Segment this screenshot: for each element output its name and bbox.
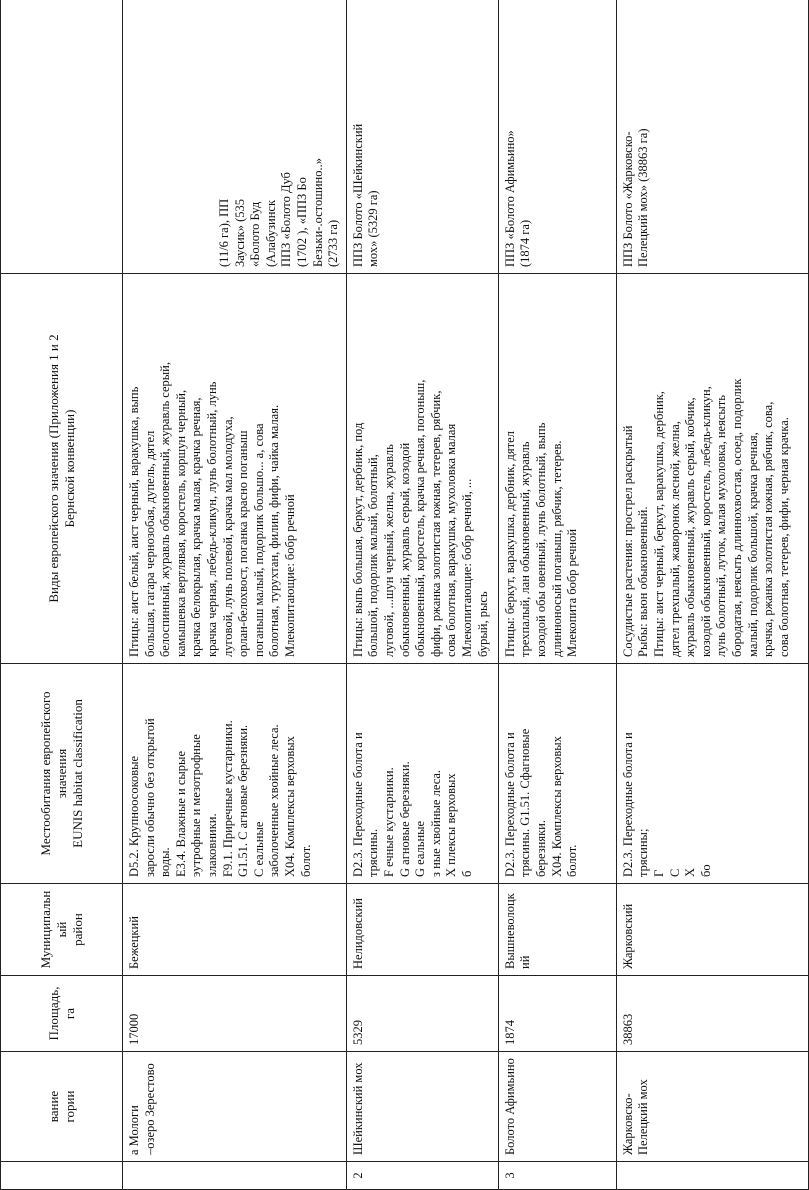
row-neighbors: [123, 0, 347, 274]
row-area: 17000: [123, 976, 347, 1052]
table-row: [498, 0, 616, 1190]
row-district: Вышневолоцкий: [498, 884, 616, 976]
header-habitat-text: Местообитания европейского значения EUNIS habitat classification: [37, 691, 85, 856]
row-species-text: Сосудистые растения: прострел раскрытый Рыбы: вьюн обыкновенный. Птицы: аист черный, беркут, варакушка, дербник, дятел трехпалый, жаворонок лесной, желна, журавль обыкновенный, журавль серый, кобчик, козодой обыкновенный, коростель, лебедь-кликун, лунь болотный, луток, малая мухоловка, неясыть бородатая, неясыть длиннохвостая, осоед, подорлик малый, подорлик большой, крачка речная, крачка, ржанка золотистая южная, рябчик, сова, сова болотная, тетерев, фифи, черная крачка.: [620, 378, 791, 657]
header-species: [1, 274, 123, 664]
row-district: Бежецкий: [123, 884, 347, 976]
row-habitat-text: D5.2. Крупноосоковые заросли обычно без открытой воды. E3.4. Влажные и сырые эутрофные и мезотрофные злаковники. F9.1. Приречные кустарники. G1.51. С агновые березняки. С еальные заболоченные хвойные леса. X04. Комплексы верховых болот.: [127, 718, 313, 877]
row-area: 38863: [616, 976, 808, 1052]
row-habitat: [498, 664, 616, 884]
row-name: [616, 1052, 808, 1162]
row-neighbors-text: ППЗ Болото «Шейкинский мох» (5329 га): [350, 123, 381, 267]
row-number: [123, 1162, 347, 1190]
header-habitat: [1, 664, 123, 884]
row-name-text: Жарковско- Пелецкий мох: [620, 1079, 651, 1155]
row-neighbors: [346, 0, 498, 274]
row-area: 1874: [498, 976, 616, 1052]
header-neighbors: [1, 0, 123, 274]
header-area-text: Площадь, га: [45, 986, 77, 1041]
row-species-text: Птицы: аист белый, аист черный, варакушка, выпь большая, гагара чернозобая, дупель, дятел белоспинный, журавль обыкновенный, журавль серый, камышевка вертлявая, коростель, коршун черный, крачка белокрылая, крачка малая, крачка речная, крачка черная, лебедь-кликун, лунь болотный, лунь луговой, лунь полевой, крачка мал молодуха, орлан-белохвост, поганка красно поганыш поганыш малый, подорлик большо... а, сова болотная, турухтан, филин, фифи, чайка малая. Млекопитающие: бобр речной: [127, 362, 297, 657]
header-area: [1, 976, 123, 1052]
row-habitat-text: D2.3. Переходные болота и трясины; Г С Х бо: [620, 732, 713, 877]
row-species: [346, 274, 498, 664]
row-number: 2: [346, 1162, 498, 1190]
row-species: [498, 274, 616, 664]
row-district: Нелидовский: [346, 884, 498, 976]
row-name: [123, 1052, 347, 1162]
header-num: [1, 1162, 123, 1190]
table-row: [346, 0, 498, 1190]
row-name-text: Болото Афимьино: [502, 1058, 517, 1155]
header-name-text: вание гории: [45, 1090, 77, 1123]
table-row: [123, 0, 347, 1190]
row-area: 5329: [346, 976, 498, 1052]
row-species: [616, 274, 808, 664]
row-habitat: [616, 664, 808, 884]
row-name: [346, 1052, 498, 1162]
row-habitat-text: D2.3. Переходные болота и трясины. G1.51. Сфагновые березняки. X04. Комплексы верховых болот.: [502, 728, 580, 877]
row-name-text: Шейкинский мох: [350, 1062, 365, 1155]
row-name: [498, 1052, 616, 1162]
row-number: [616, 1162, 808, 1190]
row-habitat-text: D2.3. Переходные болота и трясины. F ечные кустарники. G агновые березняки. G еальные з ные хвойные леса. X плексы верховых б: [350, 732, 474, 877]
row-number: 3: [498, 1162, 616, 1190]
row-district: Жарковский: [616, 884, 808, 976]
row-species: [123, 274, 347, 664]
row-neighbors-text: ППЗ Болото «Жарковско- Пелецкий мох» (38863 га): [620, 128, 651, 267]
header-name: [1, 1052, 123, 1162]
row-name-text: а Мологи –озеро Зерестово: [127, 1063, 157, 1155]
row-species-text: Птицы: беркут, варакушка, дербник, дятел трехпалый, лан обыкновенный, журавль козодой обы овенный, лунь болотный, выпь длинноносый поганыш, рябчик, тетерев. Млекопита бобр речной: [502, 422, 580, 657]
header-district-text: Муниципальный район: [37, 890, 85, 969]
header-district: [1, 884, 123, 976]
row-species-text: Птицы: выпь большая, беркут, дербник, под большой, подорлик малый, болотный, луговой, ...шун черный, желна, журавль обыкновенный, журавль серый, козодой обыкновенный, коростель, крачка речная, погоныш, фифи, ржанка золотистая южная, тетерев, рябчик, сова болотная, варакушка, мухоловка малая Млекопитающие: бобр речной, ... бурый, рысь: [350, 379, 490, 657]
table-header-row: [1, 0, 123, 1190]
cell-blank-area: [127, 6, 217, 267]
row-habitat: [123, 664, 347, 884]
row-neighbors: [616, 0, 808, 274]
row-habitat: [346, 664, 498, 884]
row-neighbors-text: ППЗ «Болото Афимьино» (1874 га): [502, 130, 533, 267]
row-neighbors: [498, 0, 616, 274]
table-row: [616, 0, 808, 1190]
row-neighbors-text: (11/6 га), ПП Заусик» (535 «Болото Буд (Алабузинск ППЗ «Болото Дуб (1702 ), «ППЗ Бо Безьки-.остошино..» (2733 га): [217, 158, 341, 267]
header-species-text: Виды европейского значения (Приложения 1 и 2 Бернской конвенции): [45, 334, 77, 603]
